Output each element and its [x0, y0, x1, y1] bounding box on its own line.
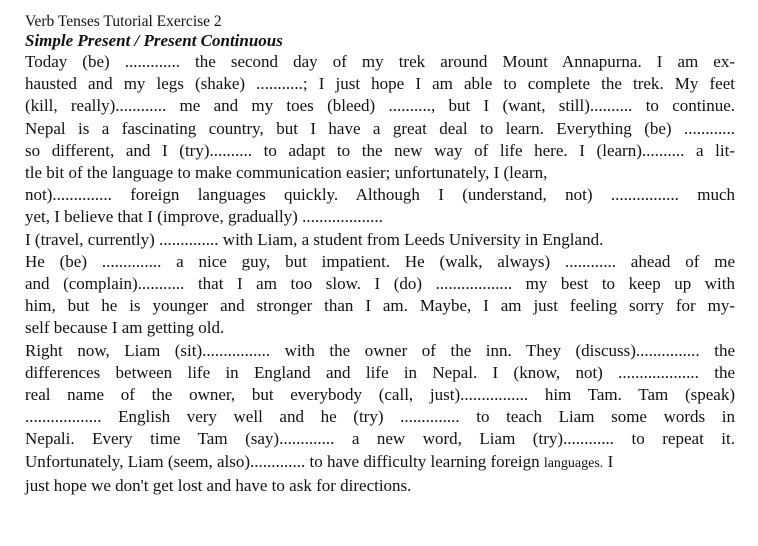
text-line-19-main: Unfortunately, Liam (seem, also)............. to have difficulty learning foreign [25, 451, 544, 471]
text-line-5: so different, and I (try).......... to adapt to the new way of life here. I (learn).......... a lit- [25, 140, 735, 160]
text-line-20: just hope we don't get lost and have to ask for directions. [25, 475, 412, 495]
text-line-6: tle bit of the language to make communication easier; unfortunately, I (learn, [25, 163, 548, 183]
text-line-19-small-word: languages. [543, 455, 604, 471]
text-line-13: self because I am getting old. [25, 318, 225, 338]
text-line-19-tail: I [603, 451, 614, 471]
text-line-10: He (be) .............. a nice guy, but impatient. He (walk, always) ............ ahead of me [25, 251, 735, 271]
text-line-18: Nepali. Every time Tam (say)............. a new word, Liam (try)............ to repeat it. [25, 429, 735, 449]
text-line-3: (kill, really)............ me and my toes (bleed) .........., but I (want, still).......... to continue. [25, 96, 735, 116]
text-line-9: I (travel, currently) .............. with Liam, a student from Leeds University in England. [25, 229, 604, 249]
text-line-4: Nepal is a fascinating country, but I have a great deal to learn. Everything (be) ............ [25, 118, 735, 138]
text-line-8: yet, I believe that I (improve, gradually) ................... [25, 207, 383, 227]
text-line-19 [25, 451, 735, 475]
section-subtitle: Simple Present / Present Continuous [25, 31, 283, 50]
document-header: Verb Tenses Tutorial Exercise 2 [25, 13, 222, 30]
text-line-17: .................. English very well and he (try) .............. to teach Liam some words in [25, 407, 735, 427]
text-line-11: and (complain)........... that I am too slow. I (do) .................. my best to keep up with [25, 274, 735, 294]
text-line-15: differences between life in England and life in Nepal. I (know, not) ................... the [25, 362, 735, 382]
text-line-1: Today (be) ............. the second day of my trek around Mount Annapurna. I am ex- [25, 52, 735, 71]
text-line-7: not).............. foreign languages quickly. Although I (understand, not) ................ much [25, 185, 735, 205]
text-line-12: him, but he is younger and stronger than I am. Maybe, I am just feeling sorry for my- [25, 296, 735, 316]
text-line-16: real name of the owner, but everybody (call, just)................ him Tam. Tam (speak) [25, 385, 735, 405]
text-line-14: Right now, Liam (sit)................ with the owner of the inn. They (discuss)............... the [25, 340, 735, 360]
text-line-2: hausted and my legs (shake) ...........; I just hope I am able to complete the trek. My feet [25, 74, 735, 94]
exercise-document [25, 12, 735, 497]
